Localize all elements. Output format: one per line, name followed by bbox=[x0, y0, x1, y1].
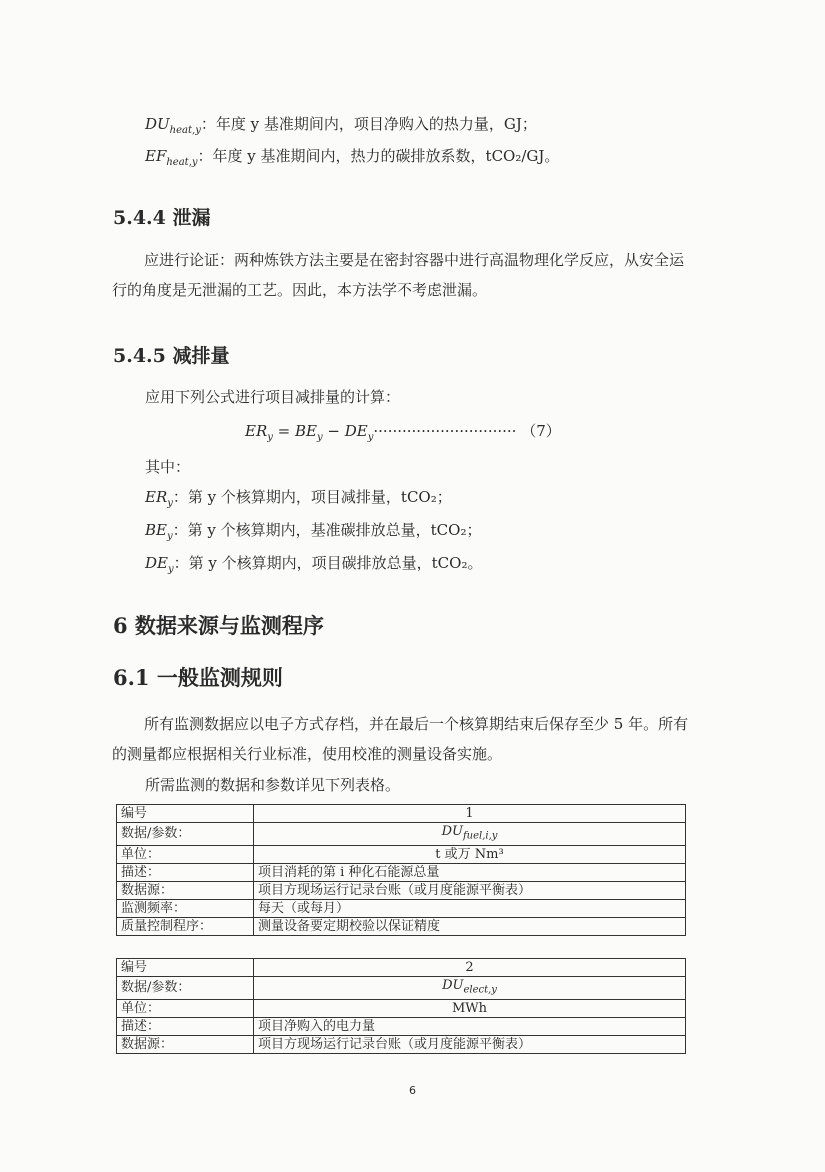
table-row: 监测频率： 每天（或每月） bbox=[117, 899, 686, 917]
parameter-table-1 bbox=[116, 804, 686, 936]
table-row: 数据源： 项目方现场运行记录台账（或月度能源平衡表） bbox=[117, 881, 686, 899]
heading-5-4-5: 5.4.5 减排量 bbox=[113, 345, 230, 367]
definition-ef-heat: $EF_{heat,y}$：年度 y 基准期间内，热力的碳排放系数，tCO₂/GJ。 bbox=[145, 147, 560, 168]
table-row: 描述： 项目消耗的第 i 种化石能源总量 bbox=[117, 863, 686, 881]
parameter-table-2 bbox=[116, 958, 686, 1054]
table-row: 单位： t 或万 Nm³ bbox=[117, 845, 686, 863]
heading-6: 6 数据来源与监测程序 bbox=[113, 613, 324, 638]
paragraph-table-intro: 所需监测的数据和参数详见下列表格。 bbox=[145, 776, 401, 794]
page-number: 6 bbox=[409, 1084, 416, 1097]
heading-5-4-4: 5.4.4 泄漏 bbox=[113, 207, 211, 229]
symbol: $DU_{heat,y}$ bbox=[145, 115, 201, 136]
table-row: 数据源： 项目方现场运行记录台账（或月度能源平衡表） bbox=[117, 1035, 686, 1053]
paragraph-leakage: 应进行论证：两种炼铁方法主要是在密封容器中进行高温物理化学反应，从安全运行的角度是无泄漏的工艺。因此，本方法学不考虑泄漏。 bbox=[112, 251, 685, 299]
table-row: 单位： MWh bbox=[117, 999, 686, 1017]
heading-6-1: 6.1 一般监测规则 bbox=[113, 665, 283, 690]
definition-be: $BE_y$：第 y 个核算期内，基准碳排放总量，tCO₂； bbox=[145, 521, 482, 542]
table-row: 数据/参数： $DU_{fuel,i,y}$ bbox=[117, 823, 686, 846]
table-row: 质量控制程序： 测量设备要定期校验以保证精度 bbox=[117, 917, 686, 935]
table-row: 描述： 项目净购入的电力量 bbox=[117, 1017, 686, 1035]
formula-7: $ER_y = BE_y - DE_y\cdot\cdot\cdot\cdot\cdot\cdot\cdot\cdot\cdot\cdot\cdot\cdot\cdot\cdot\cdot\cdot\cdot\cdot\cdot\cdot\cdot\cdot\cdot\cdot\cdot\cdot\cdot\cdot\cdot\cdot (7)$ bbox=[245, 422, 561, 443]
definition-du-heat: $DU_{heat,y}$：年度 y 基准期间内，项目净购入的热力量，GJ； bbox=[145, 115, 537, 136]
formula-intro: 应用下列公式进行项目减排量的计算： bbox=[145, 388, 401, 406]
definition-er: $ER_y$：第 y 个核算期内，项目减排量，tCO₂； bbox=[145, 488, 452, 509]
table-row: 编号 1 bbox=[117, 805, 686, 823]
where-label: 其中： bbox=[145, 458, 191, 476]
paragraph-monitoring-rules: 所有监测数据应以电子方式存档，并在最后一个核算期结束后保存至少 5 年。所有的测量都应根据相关行业标准，使用校准的测量设备实施。 bbox=[112, 715, 689, 763]
symbol: $EF_{heat,y}$ bbox=[145, 147, 198, 168]
definition-de: $DE_y$：第 y 个核算期内，项目碳排放总量，tCO₂。 bbox=[145, 554, 483, 575]
table-row: 数据/参数： $DU_{elect,y}$ bbox=[117, 977, 686, 1000]
table-row: 编号 2 bbox=[117, 959, 686, 977]
